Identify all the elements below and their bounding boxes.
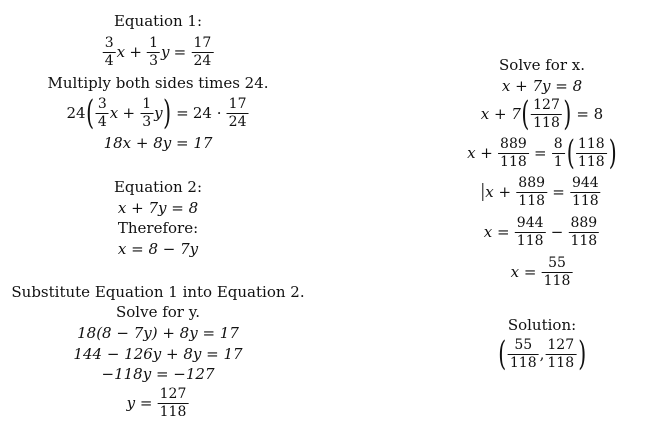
step-3: −118y = −127 (101, 365, 215, 383)
fraction: $\frac{1}{3}$ (149, 35, 158, 69)
solution-pair: ( $\frac{55}{118}$ , $\frac{127}{118}$ ) (498, 333, 586, 374)
multiply-text: Multiply both sides times 24. (47, 74, 269, 92)
step-2: 144 − 126y + 8y = 17 (73, 345, 243, 363)
substitution-3: x + $\frac{889}{118}$ = $\frac{944}{118}$ (482, 176, 601, 208)
therefore-text: Therefore: (117, 219, 199, 237)
solve-y-text: Solve for y. (116, 303, 200, 321)
substitution-2: x + $\frac{889}{118}$ = $\frac{8}{1}$ ( $\frac{118}{118}$ ) (467, 132, 617, 173)
fraction: $\frac{118}{118}$ (577, 136, 605, 170)
fraction: $\frac{1}{3}$ (142, 96, 152, 130)
text-cursor (482, 183, 483, 201)
fraction: $\frac{889}{118}$ (500, 136, 527, 170)
fraction: $\frac{55}{118}$ (543, 255, 571, 289)
fraction: $\frac{17}{24}$ (193, 35, 212, 69)
y-result: y = $\frac{127}{118}$ (126, 386, 187, 420)
fraction: $\frac{3}{4}$ (104, 35, 114, 69)
solve-x-text: Solve for x. (499, 56, 585, 74)
x-expression: x = 8 − 7y (117, 240, 199, 258)
substitution-1: x + 7 ( $\frac{127}{118}$ ) = 8 (480, 93, 604, 134)
fraction: $\frac{55}{118}$ (509, 337, 537, 371)
fraction: $\frac{889}{118}$ (570, 215, 598, 249)
step-1: 18(8 − 7y) + 8y = 17 (77, 324, 239, 342)
solution-title: Solution: (507, 316, 577, 334)
equation-1: $\frac{3}{4}$ x + $\frac{1}{3}$ y = $\frac{17}{24}$ (104, 35, 212, 69)
equation-1-title: Equation 1: (113, 12, 203, 30)
fraction: $\frac{127}{118}$ (533, 97, 560, 131)
x-result: x = $\frac{55}{118}$ (510, 255, 571, 289)
fraction: $\frac{944}{118}$ (516, 215, 544, 249)
equation-2-title: Equation 2: (113, 178, 203, 196)
fraction: $\frac{3}{4}$ (97, 96, 107, 130)
right-equation: x + 7y = 8 (501, 77, 583, 95)
fraction: $\frac{944}{118}$ (571, 175, 599, 209)
equation-2: x + 7y = 8 (117, 199, 199, 217)
substitute-text: Substitute Equation 1 into Equation 2. (11, 283, 305, 301)
multiplied-equation: 24 ( $\frac{3}{4}$ x + $\frac{1}{3}$ y ) = 24 · $\frac{17}{24}$ (66, 92, 247, 133)
substitution-4: x = $\frac{944}{118}$ − $\frac{889}{118}$ (483, 215, 598, 249)
fraction: $\frac{127}{118}$ (547, 337, 575, 371)
fraction: $\frac{889}{118}$ (518, 175, 546, 209)
fraction: $\frac{127}{118}$ (159, 386, 187, 420)
simplified-equation: 18x + 8y = 17 (103, 134, 213, 152)
fraction: $\frac{17}{24}$ (228, 96, 247, 130)
fraction: $\frac{8}{1}$ (553, 136, 563, 170)
